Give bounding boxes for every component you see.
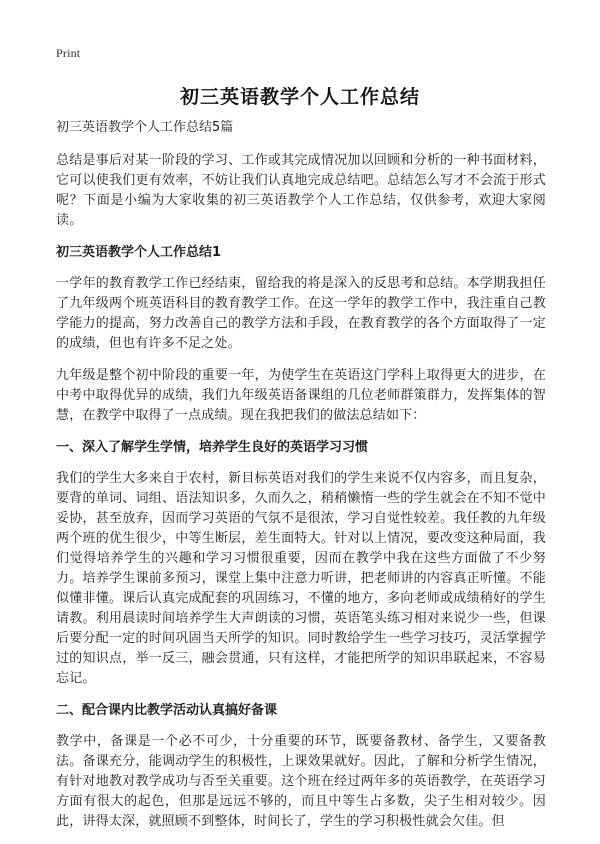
section1-paragraph-2: 九年级是整个初中阶段的重要一年，为使学生在英语这门学科上取得更大的进步，在中考中取得优异的成绩，我们九年级英语备课组的几位老师群策群力，发挥集体的智慧，在教学中取得了一点成绩。现在我把我们的做法总结如下：: [56, 368, 546, 423]
document-subtitle: 初三英语教学个人工作总结5篇: [56, 120, 234, 135]
point2-heading: 二、配合课内比教学活动认真搞好备课: [56, 703, 278, 718]
document-title: 初三英语教学个人工作总结: [179, 86, 420, 108]
section1-heading: 初三英语教学个人工作总结1: [56, 245, 222, 260]
intro-paragraph: 总结是事后对某一阶段的学习、工作或其完成情况加以回顾和分析的一种书面材料，它可以使我们更有效率，不妨让我们认真地完成总结吧。总结怎么写才不会流于形式呢？下面是小编为大家收集的初三英语教学个人工作总结，仅供参考，欢迎大家阅读。: [56, 153, 546, 228]
section1-paragraph-1: 一学年的教育教学工作已经结束，留给我的将是深入的反思考和总结。本学期我担任了九年级两个班英语科目的教育教学工作。在这一学年的教学工作中，我注重自己教学能力的提高，努力改善自己的教学方法和手段，在教育教学的各个方面取得了一定的成绩，但也有许多不足之处。: [56, 276, 546, 351]
point1-heading: 一、深入了解学生学情，培养学生良好的英语学习习惯: [56, 440, 369, 455]
print-link[interactable]: Print: [56, 46, 81, 60]
point1-paragraph: 我们的学生大多来自于农村，新目标英语对我们的学生来说不仅内容多，而且复杂，要背的单词、词组、语法知识多，久而久之，稍稍懒惰一些的学生就会在不知不觉中妥协，甚至放弃，因而学习英语的气氛不是很浓，学习自觉性较差。我任教的九年级两个班的优生很少，中等生断层，差生面特大。针对以上情况，要改变这种局面，我们觉得培养学生的兴趣和学习习惯很重要，因而在教学中我在这些方面做了不少努力。培养学生课前多预习，课堂上集中注意力听讲，把老师讲的内容真正听懂。不能似懂非懂。课后认真完成配套的巩固练习，不懂的地方，多向老师或成绩稍好的学生请教。利用晨读时间培养学生大声朗读的习惯，英语笔头练习相对来说少一些，但课后要分配一定的时间巩固当天所学的知识。同时教给学生一些学习技巧，灵活掌握学过的知识点，举一反三，融会贯通，只有这样，才能把所学的知识串联起来，不容易忘记。: [56, 471, 546, 686]
document-body: [56, 118, 546, 844]
point2-paragraph: 教学中，备课是一个必不可少，十分重要的环节，既要备教材、备学生，又要备教法。备课充分，能调动学生的积极性，上课效果就好。因此，了解和分析学生情况，有针对地教对教学成功与否至关重要。这个班在经过两年多的英语教学，在英语学习方面有很大的起色，但那是远远不够的，而且中等生占多数，尖子生相对较少。因此，讲得太深，就照顾不到整体，时间长了，学生的学习积极性就会欠佳。但: [56, 734, 546, 829]
